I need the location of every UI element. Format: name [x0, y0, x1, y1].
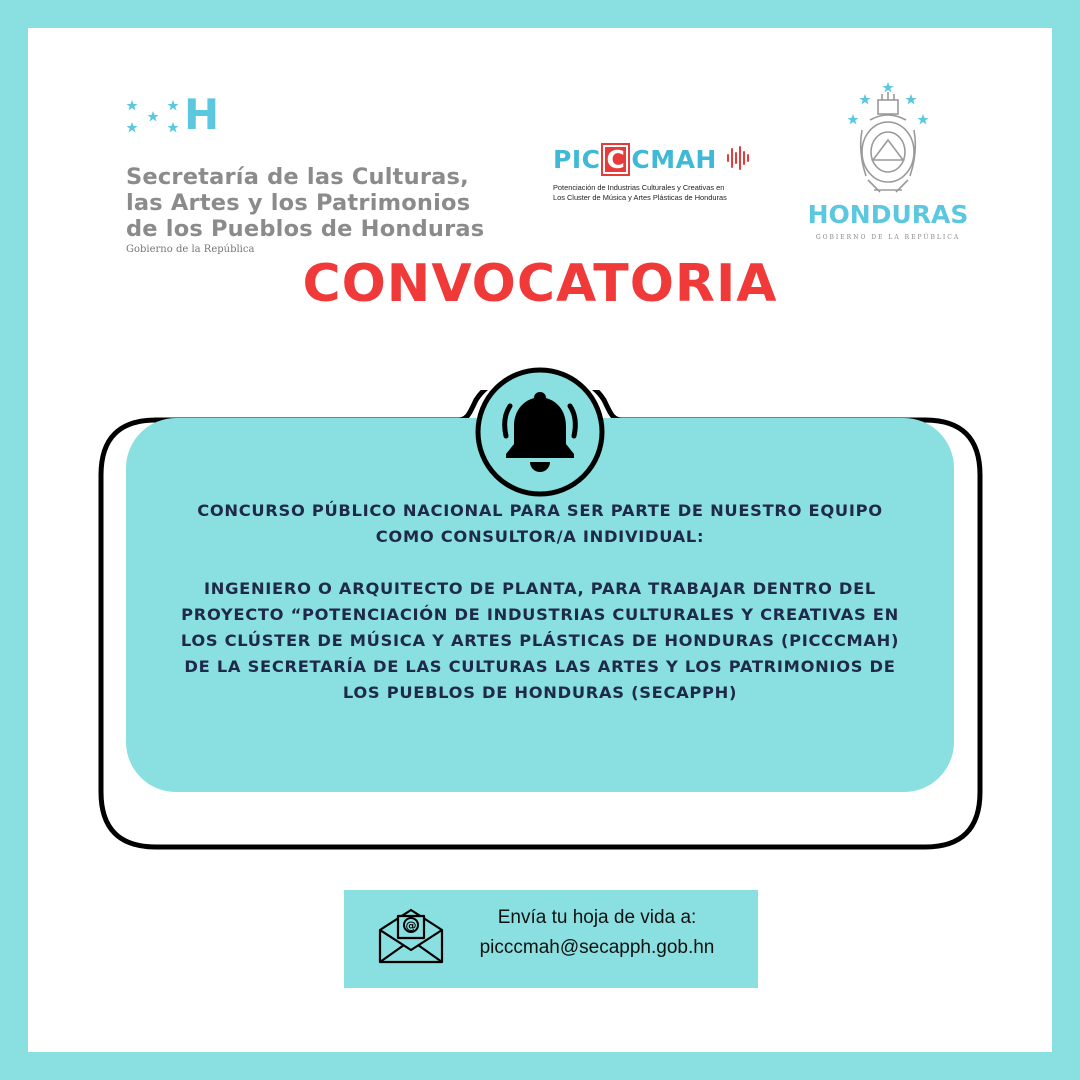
announcement-line-7: LOS PUEBLOS DE HONDURAS (SECAPPH)	[342, 683, 738, 702]
honduras-logo	[798, 80, 978, 270]
secretaria-line-3: de los Pueblos de Honduras	[126, 216, 485, 242]
soundwave-icon	[726, 145, 752, 171]
mail-icon	[378, 906, 444, 964]
picccmah-word-left: PIC	[553, 145, 601, 174]
announcement-line-3: INGENIERO O ARQUITECTO DE PLANTA, PARA TRABAJAR DENTRO DEL	[204, 579, 876, 598]
honduras-subtitle: GOBIERNO DE LA REPÚBLICA	[815, 234, 961, 241]
picccmah-tagline	[553, 183, 768, 203]
announcement-line-2: COMO CONSULTOR/A INDIVIDUAL:	[375, 527, 705, 546]
picccmah-wordmark	[553, 143, 752, 176]
h-mark: H	[184, 90, 220, 139]
svg-text:@: @	[405, 919, 417, 932]
picccmah-word-box: C	[601, 143, 630, 176]
contact-box	[344, 890, 758, 988]
page-title: CONVOCATORIA	[302, 254, 778, 314]
stars-icon	[126, 98, 186, 138]
picccmah-tagline-2: Los Cluster de Música y Artes Plásticas de Honduras	[553, 193, 727, 202]
coat-of-arms-icon	[798, 80, 978, 198]
announcement-line-4: PROYECTO “POTENCIACIÓN DE INDUSTRIAS CULTURALES Y CREATIVAS EN	[181, 605, 899, 624]
announcement-line-1: CONCURSO PÚBLICO NACIONAL PARA SER PARTE DE NUESTRO EQUIPO	[197, 501, 883, 520]
secretaria-logo	[126, 90, 526, 258]
picccmah-tagline-1: Potenciación de Industrias Culturales y Creativas en	[553, 183, 725, 192]
picccmah-logo	[553, 143, 763, 213]
announcement-text	[168, 498, 912, 706]
honduras-word: HONDURAS	[807, 200, 969, 229]
picccmah-word-right: CMAH	[631, 145, 717, 174]
contact-email[interactable]: picccmah@secapph.gob.hn	[479, 937, 715, 958]
announcement-line-6: DE LA SECRETARÍA DE LAS CULTURAS LAS ARTES Y LOS PATRIMONIOS DE	[184, 657, 896, 676]
secretaria-line-1: Secretaría de las Culturas,	[126, 164, 469, 190]
secretaria-line-2: las Artes y los Patrimonios	[126, 190, 471, 216]
bell-badge	[474, 366, 606, 498]
contact-label: Envía tu hoja de vida a:	[497, 907, 697, 928]
announcement-line-5: LOS CLÚSTER DE MÚSICA Y ARTES PLÁSTICAS DE HONDURAS (PICCCMAH)	[180, 631, 900, 650]
poster	[28, 28, 1052, 1052]
secretaria-subtitle: Gobierno de la República	[126, 244, 255, 255]
